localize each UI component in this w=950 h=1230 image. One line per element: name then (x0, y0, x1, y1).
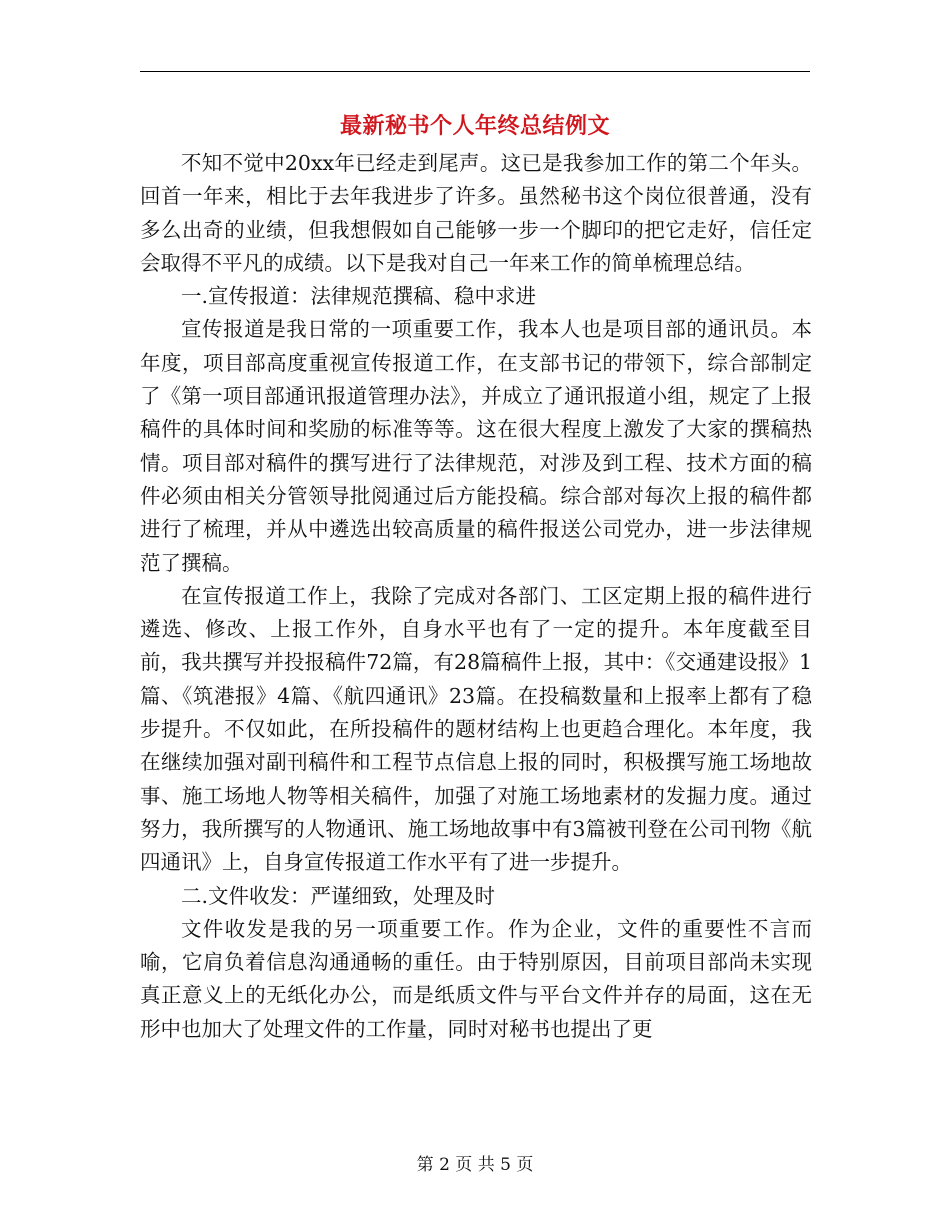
paragraph-publicity-2: 在宣传报道工作上，我除了完成对各部门、工区定期上报的稿件进行遴选、修改、上报工作外，自身水平也有了一定的提升。本年度截至目前，我共撰写并投报稿件72篇，有28篇稿件上报，其中：《交通建设报》1篇、《筑港报》4篇、《航四通讯》23篇。在投稿数量和上报率上都有了稳步提升。不仅如此，在所投稿件的题材结构上也更趋合理化。本年度，我在继续加强对副刊稿件和工程节点信息上报的同时，积极撰写施工场地故事、施工场地人物等相关稿件，加强了对施工场地素材的发掘力度。通过努力，我所撰写的人物通讯、施工场地故事中有3篇被刊登在公司刊物《航四通讯》上，自身宣传报道工作水平有了进一步提升。 (140, 583, 812, 875)
section-heading-1: 一.宣传报道：法律规范撰稿、稳中求进 (181, 284, 537, 309)
section-heading-2: 二.文件收发：严谨细致，处理及时 (181, 883, 496, 908)
page-footer (0, 1153, 950, 1177)
page-number: 第 2 页 共 5 页 (416, 1155, 534, 1175)
paragraph-documents: 文件收发是我的另一项重要工作。作为企业，文件的重要性不言而喻，它肩负着信息沟通通畅的重任。由于特别原因，目前项目部尚未实现真正意义上的无纸化办公，而是纸质文件与平台文件并存的局面，这在无形中也加大了处理文件的工作量，同时对秘书也提出了更 (140, 916, 812, 1041)
paragraph-publicity-1: 宣传报道是我日常的一项重要工作，我本人也是项目部的通讯员。本年度，项目部高度重视宣传报道工作，在支部书记的带领下，综合部制定了《第一项目部通讯报道管理办法》，并成立了通讯报道小组，规定了上报稿件的具体时间和奖励的标准等等。这在很大程度上激发了大家的撰稿热情。项目部对稿件的撰写进行了法律规范，对涉及到工程、技术方面的稿件必须由相关分管领导批阅通过后方能投稿。综合部对每次上报的稿件都进行了梳理，并从中遴选出较高质量的稿件报送公司党办，进一步法律规范了撰稿。 (140, 317, 812, 575)
document-title: 最新秘书个人年终总结例文 (339, 113, 610, 139)
document-body (140, 147, 812, 1046)
header-rule (140, 71, 810, 72)
paragraph-intro: 不知不觉中20xx年已经走到尾声。这已是我参加工作的第二个年头。回首一年来，相比于去年我进步了许多。虽然秘书这个岗位很普通，没有多么出奇的业绩，但我想假如自己能够一步一个脚印的把它走好，信任定会取得不平凡的成绩。以下是我对自己一年来工作的简单梳理总结。 (140, 151, 812, 275)
